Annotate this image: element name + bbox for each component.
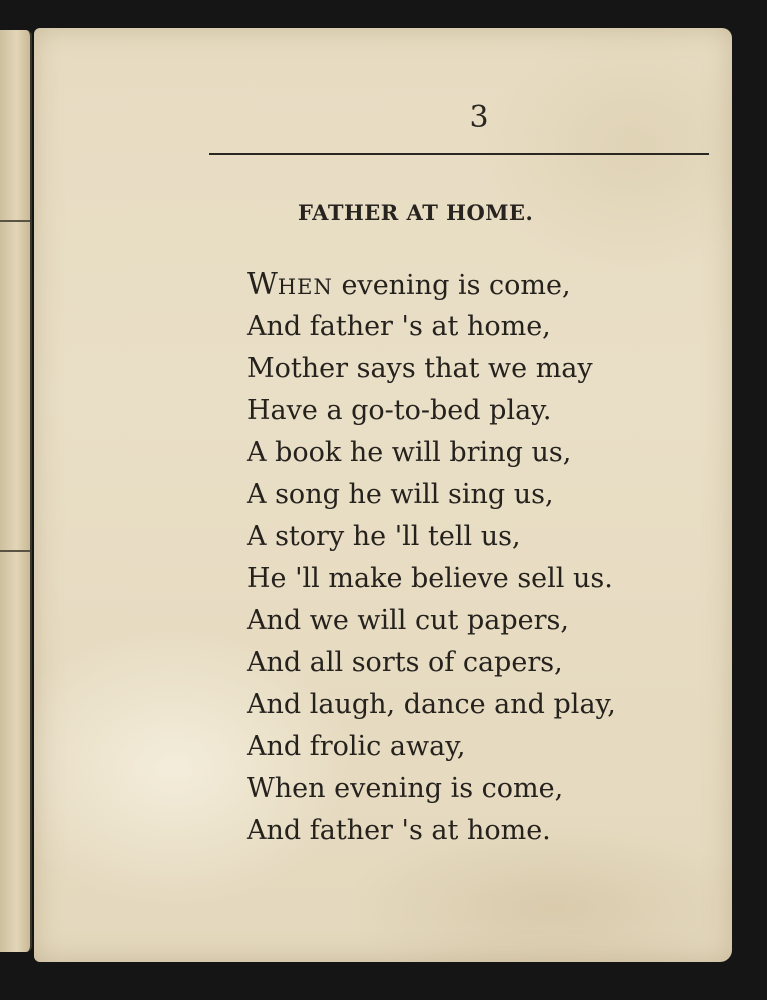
poem-line: And father 's at home. (247, 815, 551, 846)
poem-line: A book he will bring us, (247, 437, 572, 468)
poem-line: And laugh, dance and play, (247, 689, 616, 720)
poem-line: A story he 'll tell us, (247, 521, 521, 552)
poem-line: Mother says that we may (247, 353, 593, 384)
poem-line: Have a go-to-bed play. (247, 395, 552, 426)
poem-line: He 'll make believe sell us. (247, 563, 613, 594)
poem-line: A song he will sing us, (247, 479, 554, 510)
poem-line: When evening is come, (247, 773, 564, 804)
first-line-rest: evening is come, (332, 270, 571, 301)
poem-line: And frolic away, (247, 731, 466, 762)
drop-initial: W (247, 267, 278, 302)
previous-page-edge (0, 30, 32, 952)
page-number: 3 (469, 100, 489, 135)
page-edge-mark (0, 220, 30, 222)
poem-line: And father 's at home, (247, 311, 551, 342)
small-caps-word: HEN (277, 275, 333, 299)
header-rule (209, 153, 709, 155)
poem-line: And we will cut papers, (247, 605, 569, 636)
poem-verse (247, 264, 616, 852)
poem-line (247, 264, 616, 306)
book-page (34, 28, 732, 962)
poem-title: FATHER AT HOME. (298, 200, 534, 225)
poem-line: And all sorts of capers, (247, 647, 563, 678)
page-edge-mark (0, 550, 30, 552)
